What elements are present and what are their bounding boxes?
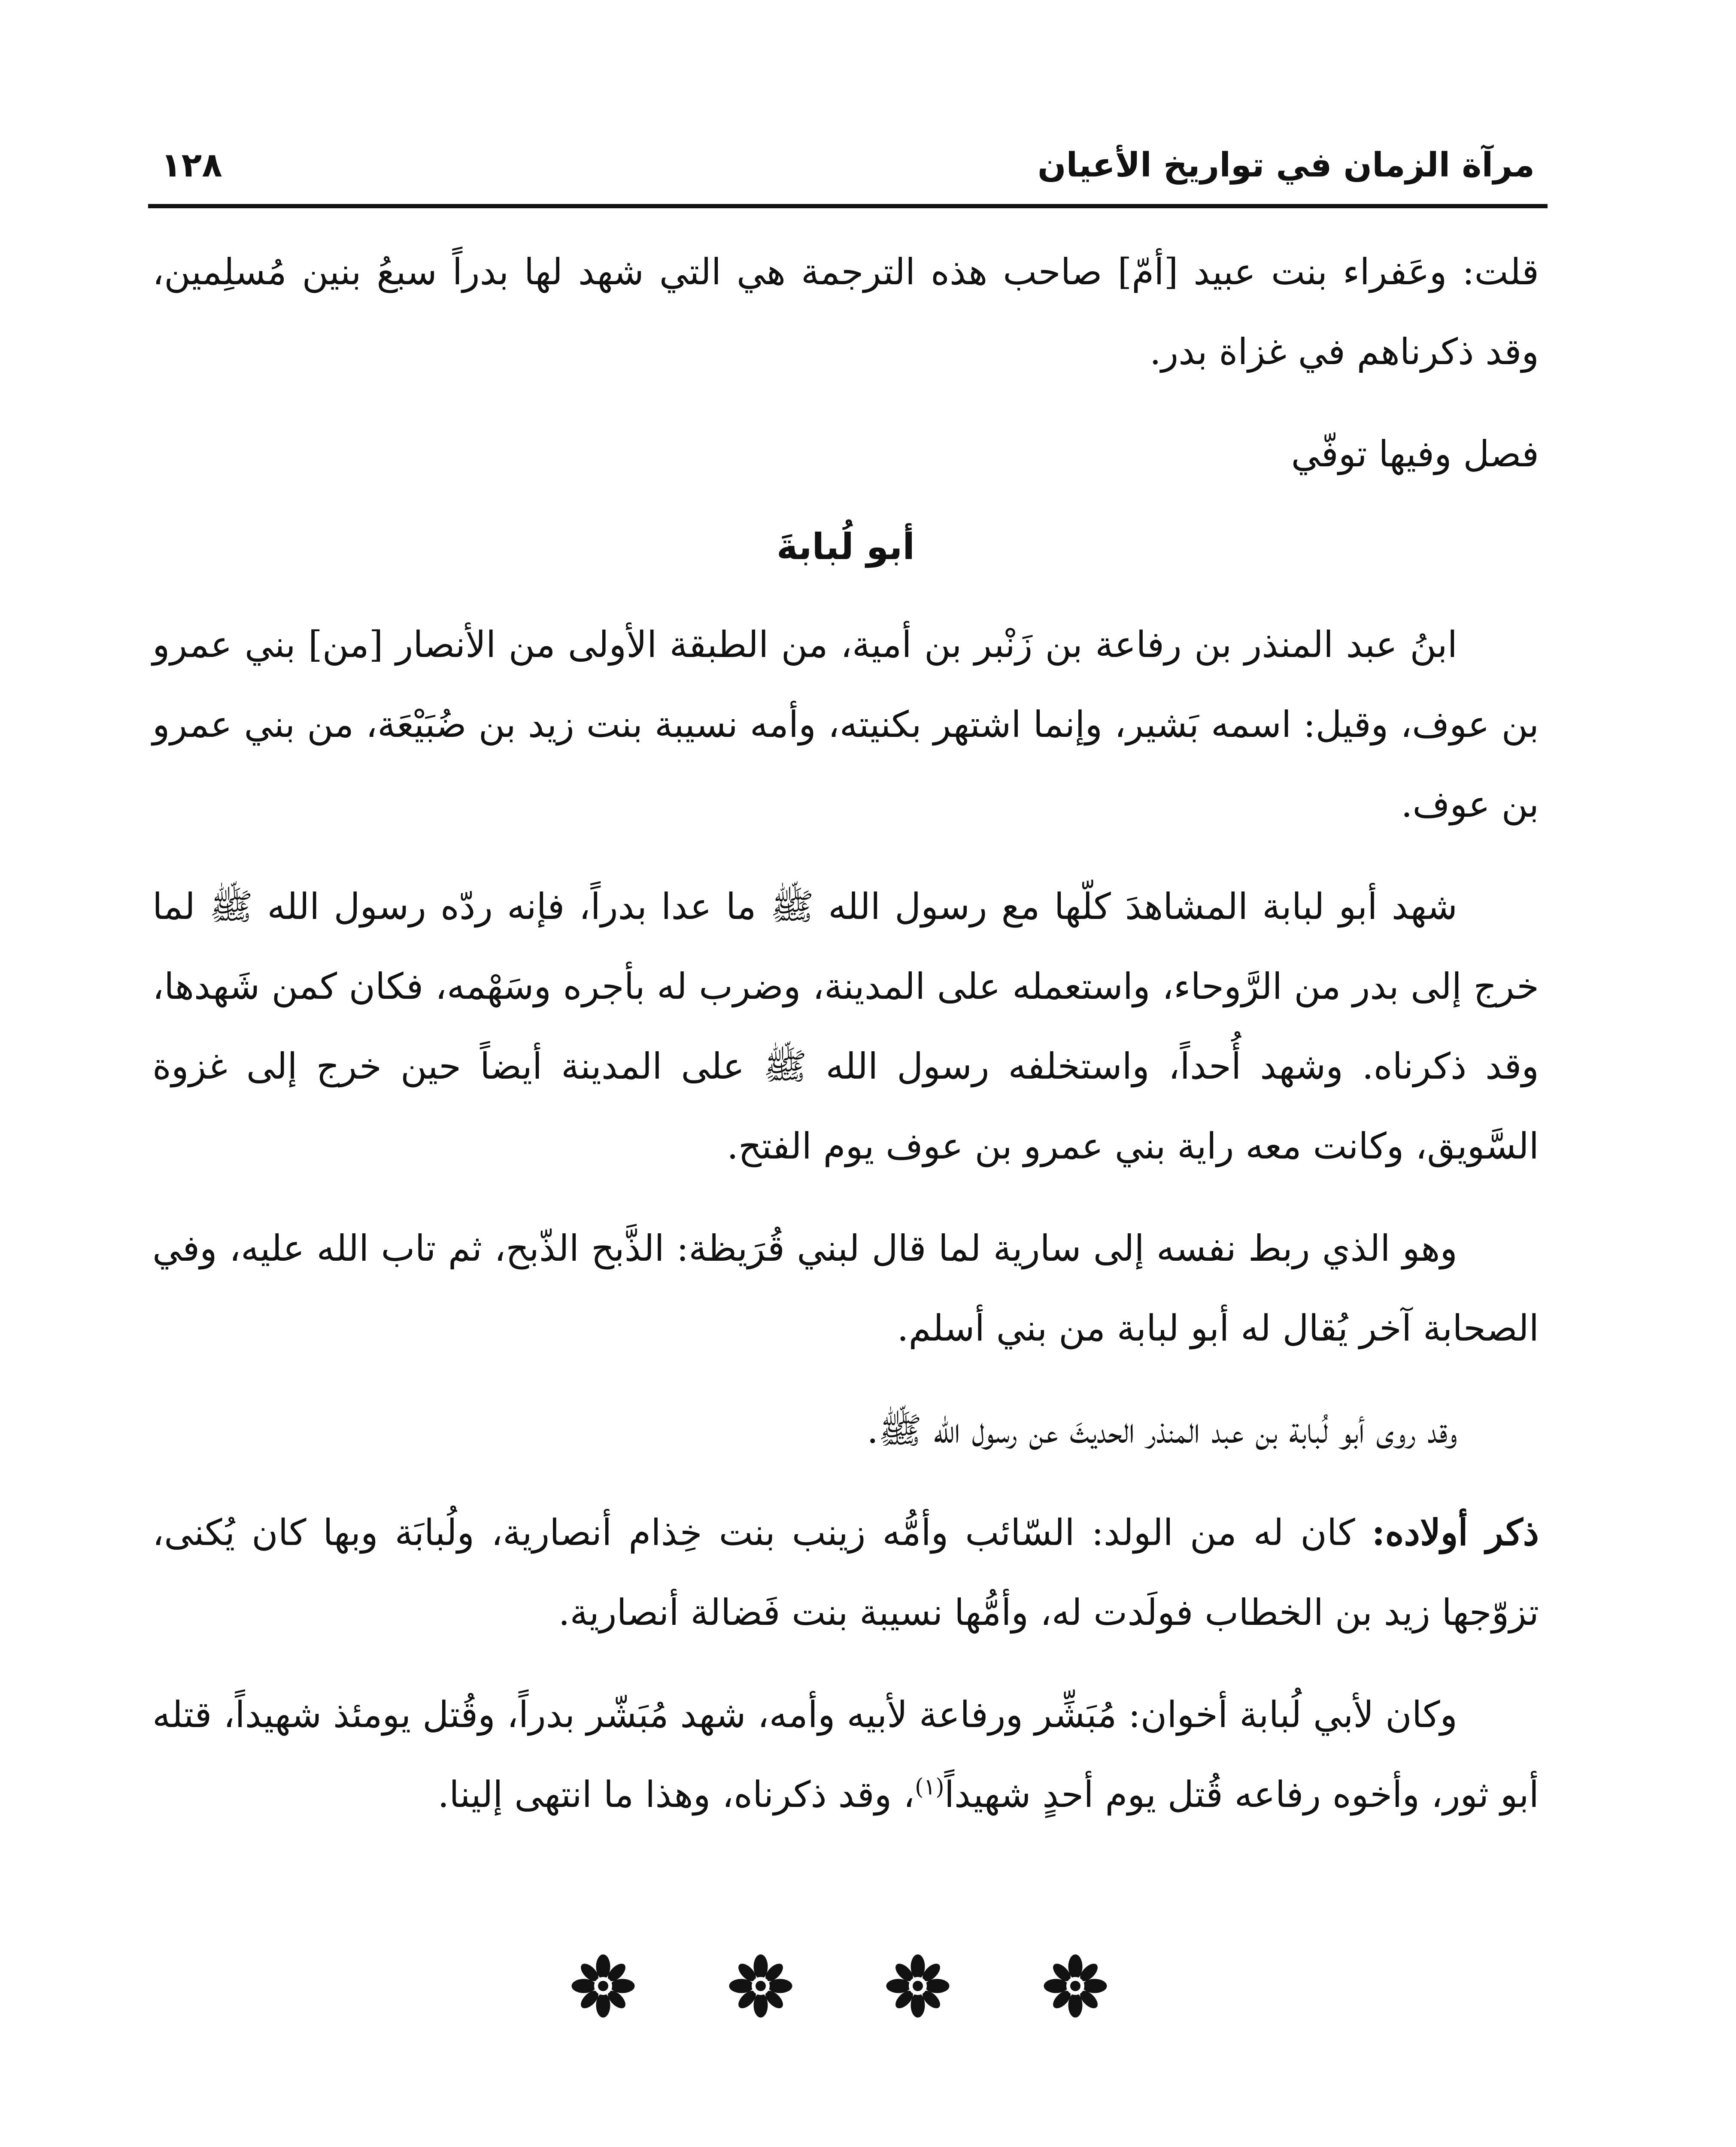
paragraph-children xyxy=(152,1493,1539,1652)
paragraph-intro: قلت: وعَفراء بنت عبيد [أمّ] صاحب هذه الترجمة هي التي شهد لها بدراً سبعُ بنين مُسلِمين، وقد ذكرناهم في غزاة بدر. xyxy=(152,251,1539,373)
section-end-ornaments xyxy=(571,1949,1108,2022)
flower-ornament-icon xyxy=(886,1954,950,2018)
section-label: فصل وفيها توفّي xyxy=(1291,433,1539,475)
brothers-text-a: وكان لأبي لُبابة أخوان: مُبَشِّر ورفاعة لأبيه وأمه، شهد مُبَشّر بدراً، وقُتل يومئذ شهيداً، قتله أبو ثور، وأخوه رفاعه قُتل يوم أحدٍ شهيداً xyxy=(152,1694,1539,1816)
paragraph-battles: شهد أبو لبابة المشاهدَ كلّها مع رسول الله ﷺ ما عدا بدراً، فإنه ردّه رسول الله ﷺ لما خرج إلى بدر من الرَّوحاء، واستعمله على المدينة، وضرب له بأجره وسَهْمه، فكان كمن شَهدها، وقد ذكرناه. وشهد أُحداً، واستخلفه رسول الله ﷺ على المدينة أيضاً حين خرج إلى غزوة السَّويق، وكانت معه راية بني عمرو بن عوف يوم الفتح. xyxy=(152,885,1539,1167)
header-rule xyxy=(148,204,1548,208)
flower-ornament-icon xyxy=(1043,1954,1108,2018)
brothers-text-b: ، وقد ذكرناه، وهذا ما انتهى إلينا. xyxy=(437,1773,915,1816)
paragraph-repentance: وهو الذي ربط نفسه إلى سارية لما قال لبني قُرَيظة: الذَّبح الذّبح، ثم تاب الله عليه، وفي الصحابة آخر يُقال له أبو لبابة من بني أسلم. xyxy=(152,1227,1539,1349)
page-header xyxy=(161,129,1535,206)
biography-title: أبو لُبابةَ xyxy=(776,526,915,568)
paragraph-lineage: ابنُ عبد المنذر بن رفاعة بن زَنْبر بن أمية، من الطبقة الأولى من الأنصار [من] بني عمرو بن عوف، وقيل: اسمه بَشير، وإنما اشتهر بكنيته، وأمه نسيبة بنت زيد بن ضُبَيْعَة، من بني عمرو بن عوف. xyxy=(152,623,1539,825)
page-number: ١٢٨ xyxy=(161,146,222,185)
running-title: مرآة الزمان في تواريخ الأعيان xyxy=(1037,146,1535,185)
main-text xyxy=(152,232,1539,1857)
flower-ornament-icon xyxy=(728,1954,793,2018)
children-heading: ذكر أولاده: xyxy=(1372,1511,1539,1554)
flower-ornament-icon xyxy=(571,1954,635,2018)
children-text: كان له من الولد: السّائب وأمُّه زينب بنت خِذام أنصارية، ولُبابَة وبها كان يُكنى، تزوّجها زيد بن الخطاب فولَدت له، وأمُّها نسيبة بنت فَضالة أنصارية. xyxy=(152,1511,1539,1633)
paragraph-hadith: وقد روى أبو لُبابة بن عبد المنذر الحديثَ عن رسول الله ﷺ. xyxy=(867,1409,1457,1451)
footnote-reference[interactable]: (١) xyxy=(915,1774,944,1800)
paragraph-brothers xyxy=(152,1675,1539,1834)
